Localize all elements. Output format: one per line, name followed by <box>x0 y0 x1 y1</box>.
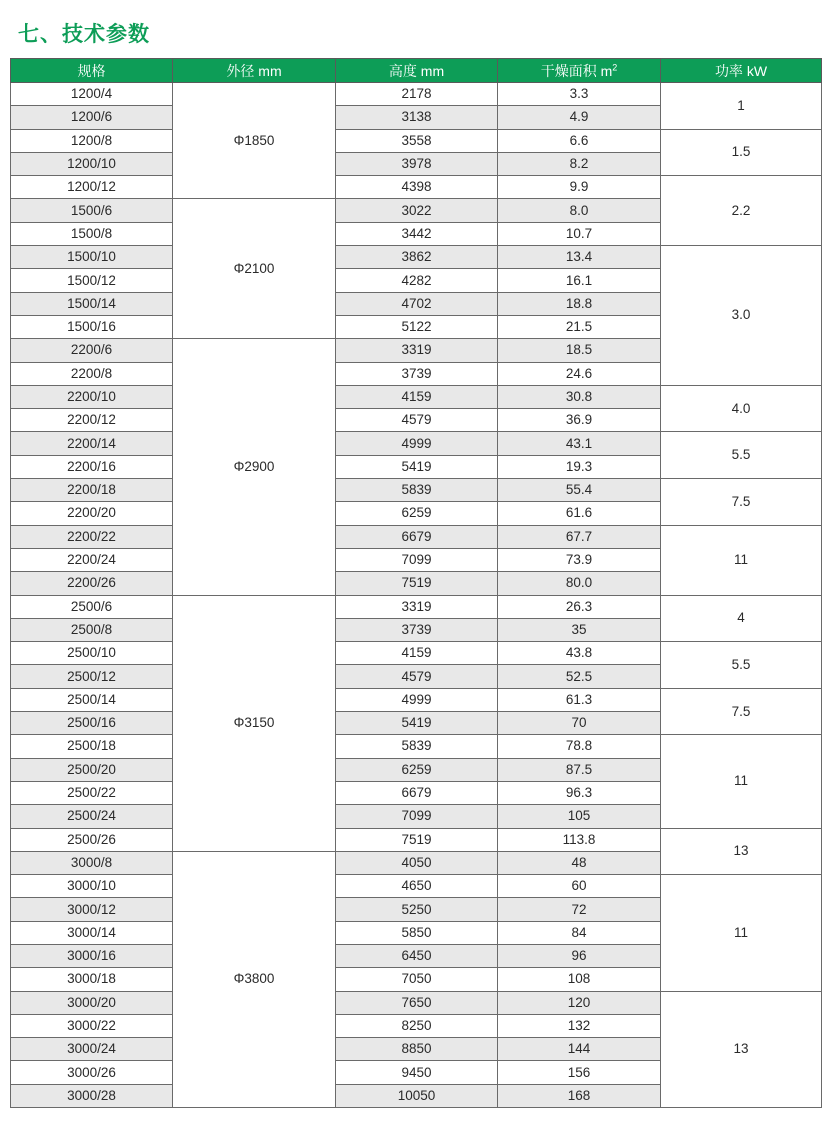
header-power: 功率 kW <box>661 59 822 83</box>
cell-height: 7519 <box>336 828 498 851</box>
cell-power: 3.0 <box>661 246 822 386</box>
cell-area: 120 <box>498 991 661 1014</box>
cell-spec: 3000/20 <box>11 991 173 1014</box>
cell-height: 7519 <box>336 572 498 595</box>
cell-spec: 2200/24 <box>11 548 173 571</box>
cell-power: 7.5 <box>661 479 822 526</box>
cell-height: 3138 <box>336 106 498 129</box>
cell-height: 7099 <box>336 548 498 571</box>
cell-spec: 2200/20 <box>11 502 173 525</box>
cell-area: 55.4 <box>498 479 661 502</box>
cell-area: 26.3 <box>498 595 661 618</box>
table-row <box>11 176 822 199</box>
cell-height: 4282 <box>336 269 498 292</box>
cell-area: 18.8 <box>498 292 661 315</box>
cell-spec: 2500/26 <box>11 828 173 851</box>
table-row <box>11 828 822 851</box>
cell-height: 8850 <box>336 1038 498 1061</box>
cell-spec: 2500/14 <box>11 688 173 711</box>
header-height: 高度 mm <box>336 59 498 83</box>
cell-diameter: Φ2100 <box>173 199 336 339</box>
cell-power: 13 <box>661 828 822 875</box>
cell-height: 4579 <box>336 409 498 432</box>
cell-spec: 2500/22 <box>11 781 173 804</box>
cell-area: 144 <box>498 1038 661 1061</box>
table-row <box>11 642 822 665</box>
cell-power: 5.5 <box>661 642 822 689</box>
cell-area: 78.8 <box>498 735 661 758</box>
cell-spec: 2500/12 <box>11 665 173 688</box>
cell-spec: 3000/24 <box>11 1038 173 1061</box>
cell-power: 4.0 <box>661 385 822 432</box>
cell-height: 4050 <box>336 851 498 874</box>
cell-height: 3319 <box>336 595 498 618</box>
cell-power: 4 <box>661 595 822 642</box>
cell-spec: 2500/16 <box>11 712 173 735</box>
cell-height: 4579 <box>336 665 498 688</box>
table-header-row <box>11 59 822 83</box>
table-row <box>11 385 822 408</box>
cell-power: 11 <box>661 735 822 828</box>
cell-height: 3739 <box>336 362 498 385</box>
cell-spec: 1500/6 <box>11 199 173 222</box>
cell-spec: 1500/14 <box>11 292 173 315</box>
table-row <box>11 595 822 618</box>
cell-spec: 1500/10 <box>11 246 173 269</box>
cell-area: 18.5 <box>498 339 661 362</box>
cell-height: 5419 <box>336 712 498 735</box>
section-heading: 七、技术参数 <box>18 22 150 46</box>
cell-height: 5839 <box>336 479 498 502</box>
cell-height: 5850 <box>336 921 498 944</box>
cell-spec: 3000/28 <box>11 1084 173 1107</box>
cell-height: 4999 <box>336 688 498 711</box>
cell-area: 67.7 <box>498 525 661 548</box>
cell-diameter: Φ2900 <box>173 339 336 595</box>
cell-height: 6679 <box>336 525 498 548</box>
cell-area: 168 <box>498 1084 661 1107</box>
cell-area: 48 <box>498 851 661 874</box>
cell-area: 24.6 <box>498 362 661 385</box>
cell-spec: 2200/6 <box>11 339 173 362</box>
cell-area: 61.6 <box>498 502 661 525</box>
cell-area: 3.3 <box>498 83 661 106</box>
cell-height: 7099 <box>336 805 498 828</box>
cell-height: 3558 <box>336 129 498 152</box>
cell-area: 61.3 <box>498 688 661 711</box>
cell-height: 4702 <box>336 292 498 315</box>
cell-power: 1 <box>661 83 822 130</box>
cell-height: 7650 <box>336 991 498 1014</box>
cell-spec: 2500/20 <box>11 758 173 781</box>
table-row <box>11 246 822 269</box>
cell-spec: 2500/8 <box>11 618 173 641</box>
cell-spec: 2200/18 <box>11 479 173 502</box>
cell-area: 21.5 <box>498 315 661 338</box>
cell-area: 73.9 <box>498 548 661 571</box>
cell-height: 6259 <box>336 502 498 525</box>
cell-area: 105 <box>498 805 661 828</box>
header-area-text: 干燥面积 m <box>540 62 613 79</box>
cell-area: 30.8 <box>498 385 661 408</box>
cell-spec: 2200/14 <box>11 432 173 455</box>
cell-spec: 3000/14 <box>11 921 173 944</box>
cell-power: 7.5 <box>661 688 822 735</box>
cell-height: 3022 <box>336 199 498 222</box>
cell-height: 3862 <box>336 246 498 269</box>
cell-spec: 3000/16 <box>11 944 173 967</box>
cell-height: 4398 <box>336 176 498 199</box>
cell-spec: 2500/10 <box>11 642 173 665</box>
cell-area: 70 <box>498 712 661 735</box>
cell-spec: 2200/26 <box>11 572 173 595</box>
cell-spec: 2200/10 <box>11 385 173 408</box>
cell-spec: 1500/16 <box>11 315 173 338</box>
cell-area: 19.3 <box>498 455 661 478</box>
cell-area: 113.8 <box>498 828 661 851</box>
cell-area: 52.5 <box>498 665 661 688</box>
cell-spec: 3000/10 <box>11 875 173 898</box>
cell-area: 72 <box>498 898 661 921</box>
header-area <box>498 59 661 83</box>
cell-spec: 1200/6 <box>11 106 173 129</box>
cell-area: 10.7 <box>498 222 661 245</box>
cell-power: 11 <box>661 875 822 991</box>
cell-spec: 1200/8 <box>11 129 173 152</box>
cell-power: 5.5 <box>661 432 822 479</box>
table-row <box>11 991 822 1014</box>
cell-height: 5839 <box>336 735 498 758</box>
cell-height: 3978 <box>336 152 498 175</box>
cell-diameter: Φ3150 <box>173 595 336 851</box>
cell-spec: 1500/8 <box>11 222 173 245</box>
table-row <box>11 479 822 502</box>
cell-spec: 3000/18 <box>11 968 173 991</box>
cell-height: 6679 <box>336 781 498 804</box>
cell-area: 36.9 <box>498 409 661 432</box>
cell-spec: 2500/18 <box>11 735 173 758</box>
cell-area: 84 <box>498 921 661 944</box>
table-row <box>11 525 822 548</box>
cell-spec: 1200/10 <box>11 152 173 175</box>
cell-height: 5250 <box>336 898 498 921</box>
cell-area: 8.2 <box>498 152 661 175</box>
cell-power: 1.5 <box>661 129 822 176</box>
cell-area: 43.1 <box>498 432 661 455</box>
cell-spec: 3000/8 <box>11 851 173 874</box>
cell-area: 4.9 <box>498 106 661 129</box>
cell-power: 13 <box>661 991 822 1107</box>
cell-height: 6259 <box>336 758 498 781</box>
table-row <box>11 432 822 455</box>
cell-area: 8.0 <box>498 199 661 222</box>
cell-power: 11 <box>661 525 822 595</box>
cell-height: 3442 <box>336 222 498 245</box>
cell-spec: 3000/12 <box>11 898 173 921</box>
cell-height: 5419 <box>336 455 498 478</box>
cell-area: 6.6 <box>498 129 661 152</box>
table-row <box>11 83 822 106</box>
cell-spec: 1500/12 <box>11 269 173 292</box>
cell-spec: 3000/26 <box>11 1061 173 1084</box>
cell-spec: 2200/12 <box>11 409 173 432</box>
cell-area: 60 <box>498 875 661 898</box>
cell-spec: 2200/22 <box>11 525 173 548</box>
cell-height: 7050 <box>336 968 498 991</box>
cell-area: 16.1 <box>498 269 661 292</box>
cell-area: 156 <box>498 1061 661 1084</box>
spec-table <box>10 58 822 1108</box>
cell-height: 2178 <box>336 83 498 106</box>
cell-height: 6450 <box>336 944 498 967</box>
table-row <box>11 688 822 711</box>
cell-height: 3739 <box>336 618 498 641</box>
cell-spec: 2200/8 <box>11 362 173 385</box>
cell-height: 5122 <box>336 315 498 338</box>
cell-height: 10050 <box>336 1084 498 1107</box>
cell-height: 9450 <box>336 1061 498 1084</box>
header-spec: 规格 <box>11 59 173 83</box>
table-row <box>11 735 822 758</box>
cell-area: 9.9 <box>498 176 661 199</box>
table-row <box>11 875 822 898</box>
cell-diameter: Φ1850 <box>173 83 336 199</box>
cell-power: 2.2 <box>661 176 822 246</box>
cell-height: 4650 <box>336 875 498 898</box>
cell-area: 13.4 <box>498 246 661 269</box>
cell-height: 3319 <box>336 339 498 362</box>
cell-area: 108 <box>498 968 661 991</box>
cell-area: 80.0 <box>498 572 661 595</box>
cell-area: 132 <box>498 1014 661 1037</box>
cell-spec: 1200/12 <box>11 176 173 199</box>
header-area-sup: 2 <box>612 61 618 72</box>
header-diameter: 外径 mm <box>173 59 336 83</box>
cell-area: 96.3 <box>498 781 661 804</box>
cell-height: 4159 <box>336 385 498 408</box>
cell-area: 96 <box>498 944 661 967</box>
cell-area: 43.8 <box>498 642 661 665</box>
cell-spec: 2500/24 <box>11 805 173 828</box>
cell-spec: 3000/22 <box>11 1014 173 1037</box>
table-body <box>11 83 822 1108</box>
cell-height: 8250 <box>336 1014 498 1037</box>
cell-spec: 2500/6 <box>11 595 173 618</box>
cell-diameter: Φ3800 <box>173 851 336 1107</box>
table-row <box>11 129 822 152</box>
cell-spec: 1200/4 <box>11 83 173 106</box>
cell-height: 4159 <box>336 642 498 665</box>
cell-height: 4999 <box>336 432 498 455</box>
cell-spec: 2200/16 <box>11 455 173 478</box>
cell-area: 87.5 <box>498 758 661 781</box>
cell-area: 35 <box>498 618 661 641</box>
